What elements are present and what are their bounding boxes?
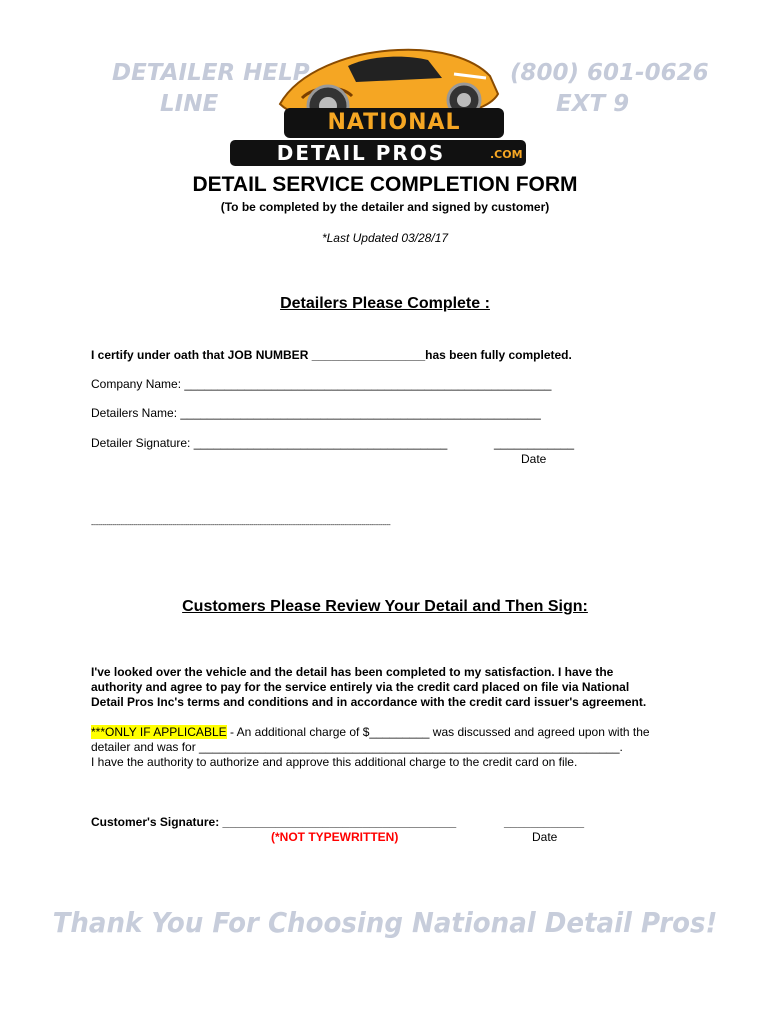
customers-heading: Customers Please Review Your Detail and Then Sign: (182, 598, 588, 615)
form-title: DETAIL SERVICE COMPLETION FORM (192, 173, 578, 196)
detailer-date-label: Date (521, 452, 547, 466)
logo-text-detail-pros: DETAIL PROS (276, 141, 446, 165)
customer-date-field[interactable]: ____________ (504, 815, 585, 829)
help-line-label-1: DETAILER HELP (112, 60, 310, 86)
phone-number: (800) 601-0626 (510, 60, 709, 86)
detailer-signature-field[interactable]: Detailer Signature: ______________________________________ (91, 436, 448, 450)
customer-statement-line-2: authority and agree to pay for the service entirely via the credit card placed on file via National (91, 680, 630, 694)
customer-date-label: Date (532, 830, 558, 844)
help-line-label-2: LINE (160, 91, 219, 117)
detailers-heading: Detailers Please Complete : (280, 295, 490, 312)
thank-you-footer: Thank You For Choosing National Detail Pros! (52, 906, 718, 939)
customer-statement-line-1: I've looked over the vehicle and the detail has been completed to my satisfaction. I have the (91, 665, 614, 679)
logo-text-com: .COM (490, 148, 523, 161)
additional-charge-text: - An additional charge of $_________ was discussed and agreed upon with the (226, 725, 650, 739)
authorize-statement: I have the authority to authorize and approve this additional charge to the credit card on file. (91, 755, 578, 769)
detailer-name-field[interactable]: Detailers Name: ______________________________________________________ (91, 406, 541, 420)
phone-extension: EXT 9 (556, 91, 630, 117)
customer-signature-field[interactable]: Customer's Signature: ___________________________________ (91, 815, 457, 829)
not-typewritten-note: (*NOT TYPEWRITTEN) (271, 830, 399, 844)
customer-statement-line-3: Detail Pros Inc's terms and conditions and in accordance with the credit card issuer's agreement. (91, 695, 647, 709)
additional-charge-line[interactable] (91, 725, 650, 739)
company-logo (228, 44, 554, 170)
logo-text-national: NATIONAL (327, 110, 461, 135)
detailer-date-field[interactable]: ____________ (494, 436, 575, 450)
only-if-applicable-highlight: ***ONLY IF APPLICABLE (91, 725, 227, 739)
form-subtitle: (To be completed by the detailer and signed by customer) (220, 200, 550, 214)
section-divider: ----------------------------------------------------------------------------------------------------------------------------------------------------------- (91, 522, 391, 529)
additional-charge-purpose-field[interactable]: detailer and was for _______________________________________________________________. (91, 740, 623, 754)
company-name-field[interactable]: Company Name: _______________________________________________________ (91, 377, 552, 391)
last-updated-note: *Last Updated 03/28/17 (321, 231, 449, 245)
job-number-certify[interactable]: I certify under oath that JOB NUMBER _________________has been fully completed. (91, 348, 572, 362)
